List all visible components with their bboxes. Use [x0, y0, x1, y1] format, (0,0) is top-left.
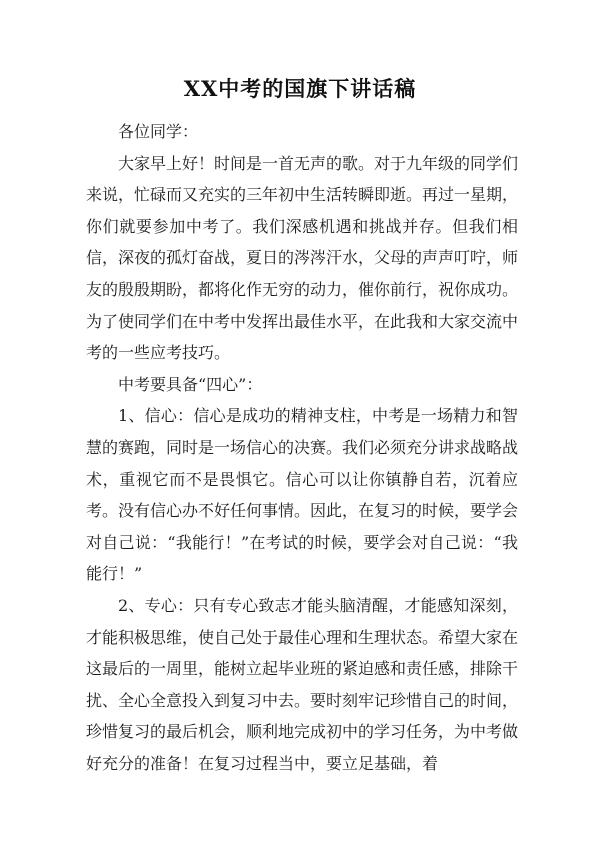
- paragraph-focus: 2、专心：只有专心致志才能头脑清醒，才能感知深刻，才能积极思维，使自己处于最佳心理和生理状态。希望大家在这最后的一周里，能树立起毕业班的紧迫感和责任感，排除干扰、全心全意投入到复习中去。要时刻牢记珍惜自己的时间，珍惜复习的最后机会，顺利地完成初中的学习任务，为中考做好充分的准备！在复习过程当中，要立足基础，着: [86, 595, 519, 773]
- document-title: XX中考的国旗下讲话稿: [183, 76, 417, 101]
- paragraph-confidence: 1、信心：信心是成功的精神支柱，中考是一场精力和智慧的赛跑，同时是一场信心的决赛。我们必须充分讲求战略战术，重视它而不是畏惧它。信心可以让你镇静自若，沉着应考。没有信心办不好任何事情。因此，在复习的时候，要学会对自己说：“我能行！”在考试的时候，要学会对自己说：“我能行！”: [86, 406, 519, 584]
- document-body: [86, 116, 518, 779]
- paragraph-opening: 大家早上好！时间是一首无声的歌。对于九年级的同学们来说，忙碌而又充实的三年初中生活转瞬即逝。再过一星期，你们就要参加中考了。我们深感机遇和挑战并存。但我们相信，深夜的孤灯奋战，夏日的涔涔汗水，父母的声声叮咛，师友的殷殷期盼，都将化作无穷的动力，催你前行，祝你成功。为了使同学们在中考中发挥出最佳水平，在此我和大家交流中考的一些应考技巧。: [86, 153, 519, 363]
- paragraph-greeting: 各位同学：: [118, 122, 199, 141]
- paragraph-four-hearts-intro: 中考要具备“四心”：: [118, 374, 263, 394]
